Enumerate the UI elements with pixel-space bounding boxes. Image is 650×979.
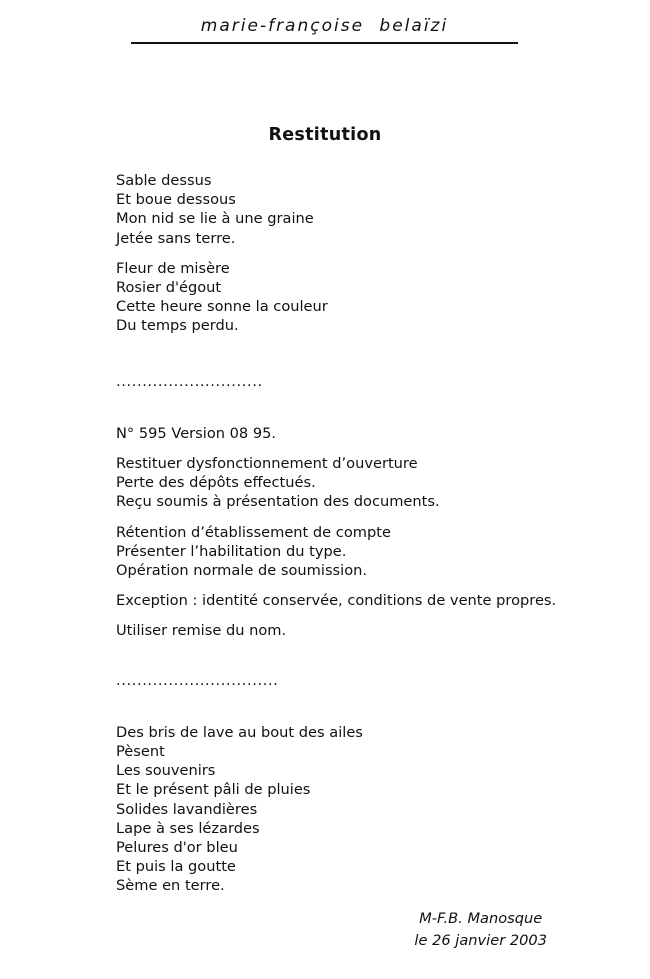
stanza-3 (116, 454, 636, 512)
poem-line: Perte des dépôts effectués. (116, 474, 316, 492)
author-header: marie-françoise belaïzi (200, 16, 449, 36)
poem-line: Rétention d’établissement de compte (116, 523, 391, 541)
poem-line: Fleur de misère (116, 259, 230, 277)
dotted-separator: ............................ (116, 372, 263, 390)
remise-stanza (116, 621, 636, 640)
poem-line: Rosier d'égout (116, 279, 222, 297)
stanza-4 (116, 523, 636, 581)
poem-line: Reçu soumis à présentation des documents. (116, 493, 440, 511)
poem-line: Opération normale de soumission. (116, 562, 368, 580)
stanza-2 (116, 259, 636, 336)
poem-line: Solides lavandières (116, 800, 258, 818)
poem-line: Mon nid se lie à une graine (116, 210, 314, 228)
poem-line: Lape à ses lézardes (116, 819, 260, 837)
reference-line (116, 424, 636, 443)
poem-line: Et puis la goutte (116, 858, 236, 876)
poem-line: Des bris de lave au bout des ailes (116, 723, 363, 741)
poem-line: Exception : identité conservée, conditions de vente propres. (116, 592, 557, 610)
poem-line: Les souvenirs (116, 762, 216, 780)
poem-line: Cette heure sonne la couleur (116, 298, 328, 316)
signature-block (414, 908, 547, 952)
poem-title: Restitution (268, 125, 382, 145)
poem-line: Pelures d'or bleu (116, 839, 238, 857)
poem-line: Restituer dysfonctionnement d’ouverture (116, 455, 418, 473)
poem-body (116, 171, 636, 896)
poem-line: Sable dessus (116, 172, 212, 189)
poem-line: Et boue dessous (116, 191, 236, 209)
signature-date: le 26 janvier 2003 (414, 932, 547, 949)
poem-line: Pèsent (116, 743, 165, 761)
poem-line: Utiliser remise du nom. (116, 622, 287, 640)
signature-author-place: M-F.B. Manosque (419, 910, 543, 927)
poem-line: Jetée sans terre. (116, 229, 236, 247)
header-rule (131, 42, 518, 44)
reference-number: N° 595 Version 08 95. (116, 424, 277, 442)
stanza-1 (116, 171, 636, 248)
poem-line: Présenter l’habilitation du type. (116, 542, 347, 560)
poem-line: Sème en terre. (116, 877, 225, 895)
stanza-5 (116, 723, 636, 896)
poem-line: Et le présent pâli de pluies (116, 781, 311, 799)
exception-stanza (116, 591, 636, 610)
dotted-separator: ............................... (116, 671, 279, 689)
poem-line: Du temps perdu. (116, 317, 239, 335)
